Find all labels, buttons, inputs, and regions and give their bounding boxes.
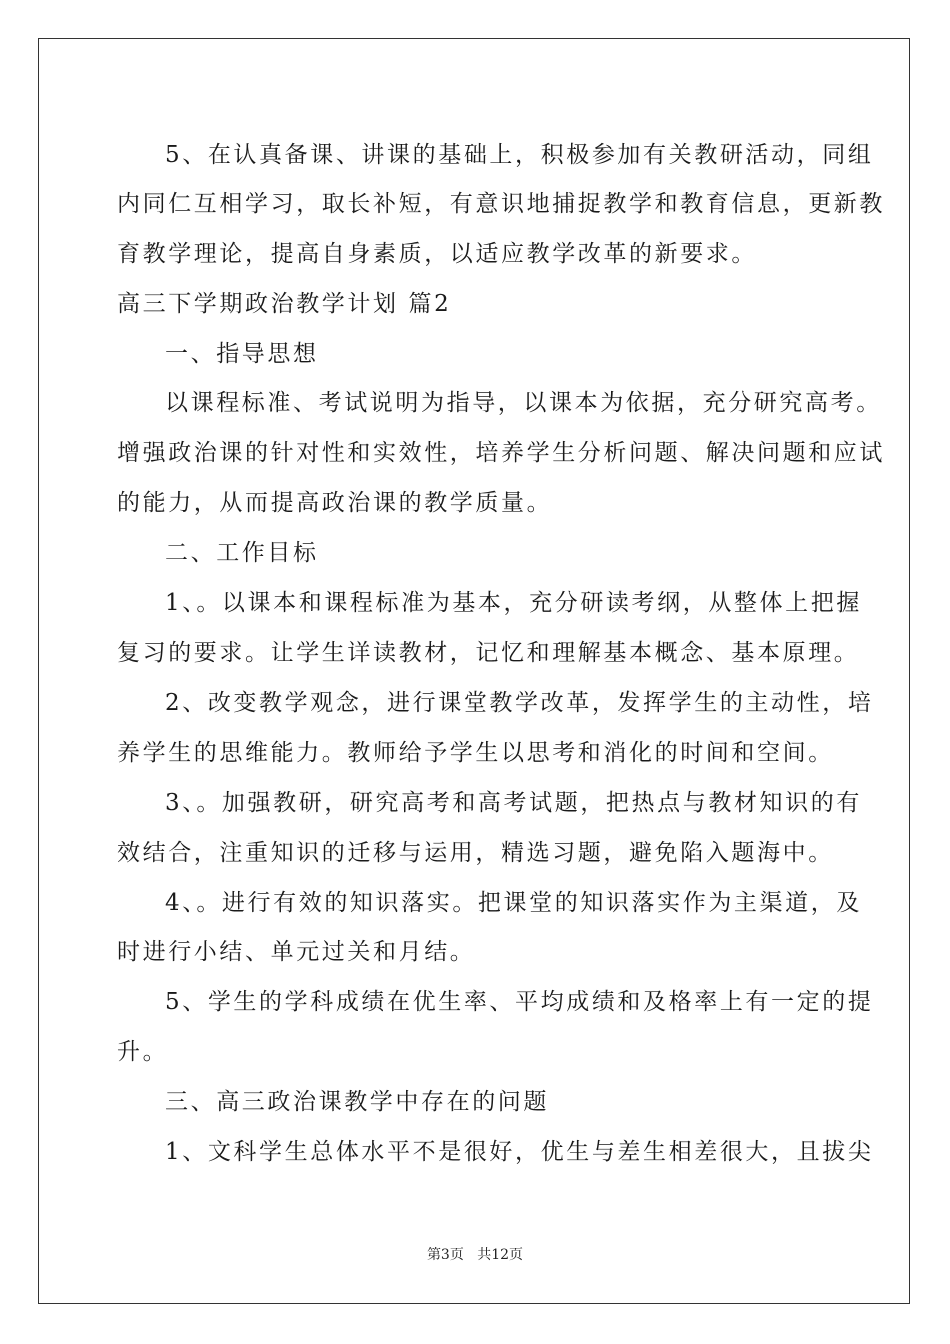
page-total: 共12页: [477, 1247, 524, 1263]
paragraph-line: 以课程标准、考试说明为指导，以课本为依据，充分研究高考。: [165, 390, 882, 416]
page-footer: [0, 1244, 950, 1264]
paragraph-line: 3、。加强教研，研究高考和高考试题，把热点与教材知识的有: [165, 790, 862, 816]
paragraph-line: 升。: [117, 1039, 169, 1065]
paragraph-line: 效结合，注重知识的迁移与运用，精选习题，避免陷入题海中。: [117, 840, 834, 866]
paragraph-line: 养学生的思维能力。教师给予学生以思考和消化的时间和空间。: [117, 740, 834, 766]
section-title: 高三下学期政治教学计划 篇2: [117, 291, 452, 317]
section-heading: 一、指导思想: [165, 341, 319, 367]
paragraph-line: 增强政治课的针对性和实效性，培养学生分析问题、解决问题和应试: [117, 440, 885, 466]
section-heading: 二、工作目标: [165, 540, 319, 566]
paragraph-line: 1、。以课本和课程标准为基本，充分研读考纲，从整体上把握: [165, 590, 862, 616]
paragraph-line: 内同仁互相学习，取长补短，有意识地捕捉教学和教育信息，更新教: [117, 191, 885, 217]
page-number: 第3页: [426, 1247, 464, 1263]
paragraph-line: 育教学理论，提高自身素质，以适应教学改革的新要求。: [117, 241, 757, 267]
section-heading: 三、高三政治课教学中存在的问题: [165, 1089, 549, 1115]
paragraph-line: 4、。进行有效的知识落实。把课堂的知识落实作为主渠道，及: [165, 890, 862, 916]
paragraph-line: 的能力，从而提高政治课的教学质量。: [117, 490, 553, 516]
paragraph-line: 复习的要求。让学生详读教材，记忆和理解基本概念、基本原理。: [117, 640, 860, 666]
paragraph-line: 1、文科学生总体水平不是很好，优生与差生相差很大，且拔尖: [165, 1139, 874, 1165]
paragraph-line: 5、学生的学科成绩在优生率、平均成绩和及格率上有一定的提: [165, 989, 874, 1015]
paragraph-line: 2、改变教学观念，进行课堂教学改革，发挥学生的主动性，培: [165, 690, 874, 716]
paragraph-line: 时进行小结、单元过关和月结。: [117, 939, 476, 965]
paragraph-line: 5、在认真备课、讲课的基础上，积极参加有关教研活动，同组: [165, 142, 874, 168]
